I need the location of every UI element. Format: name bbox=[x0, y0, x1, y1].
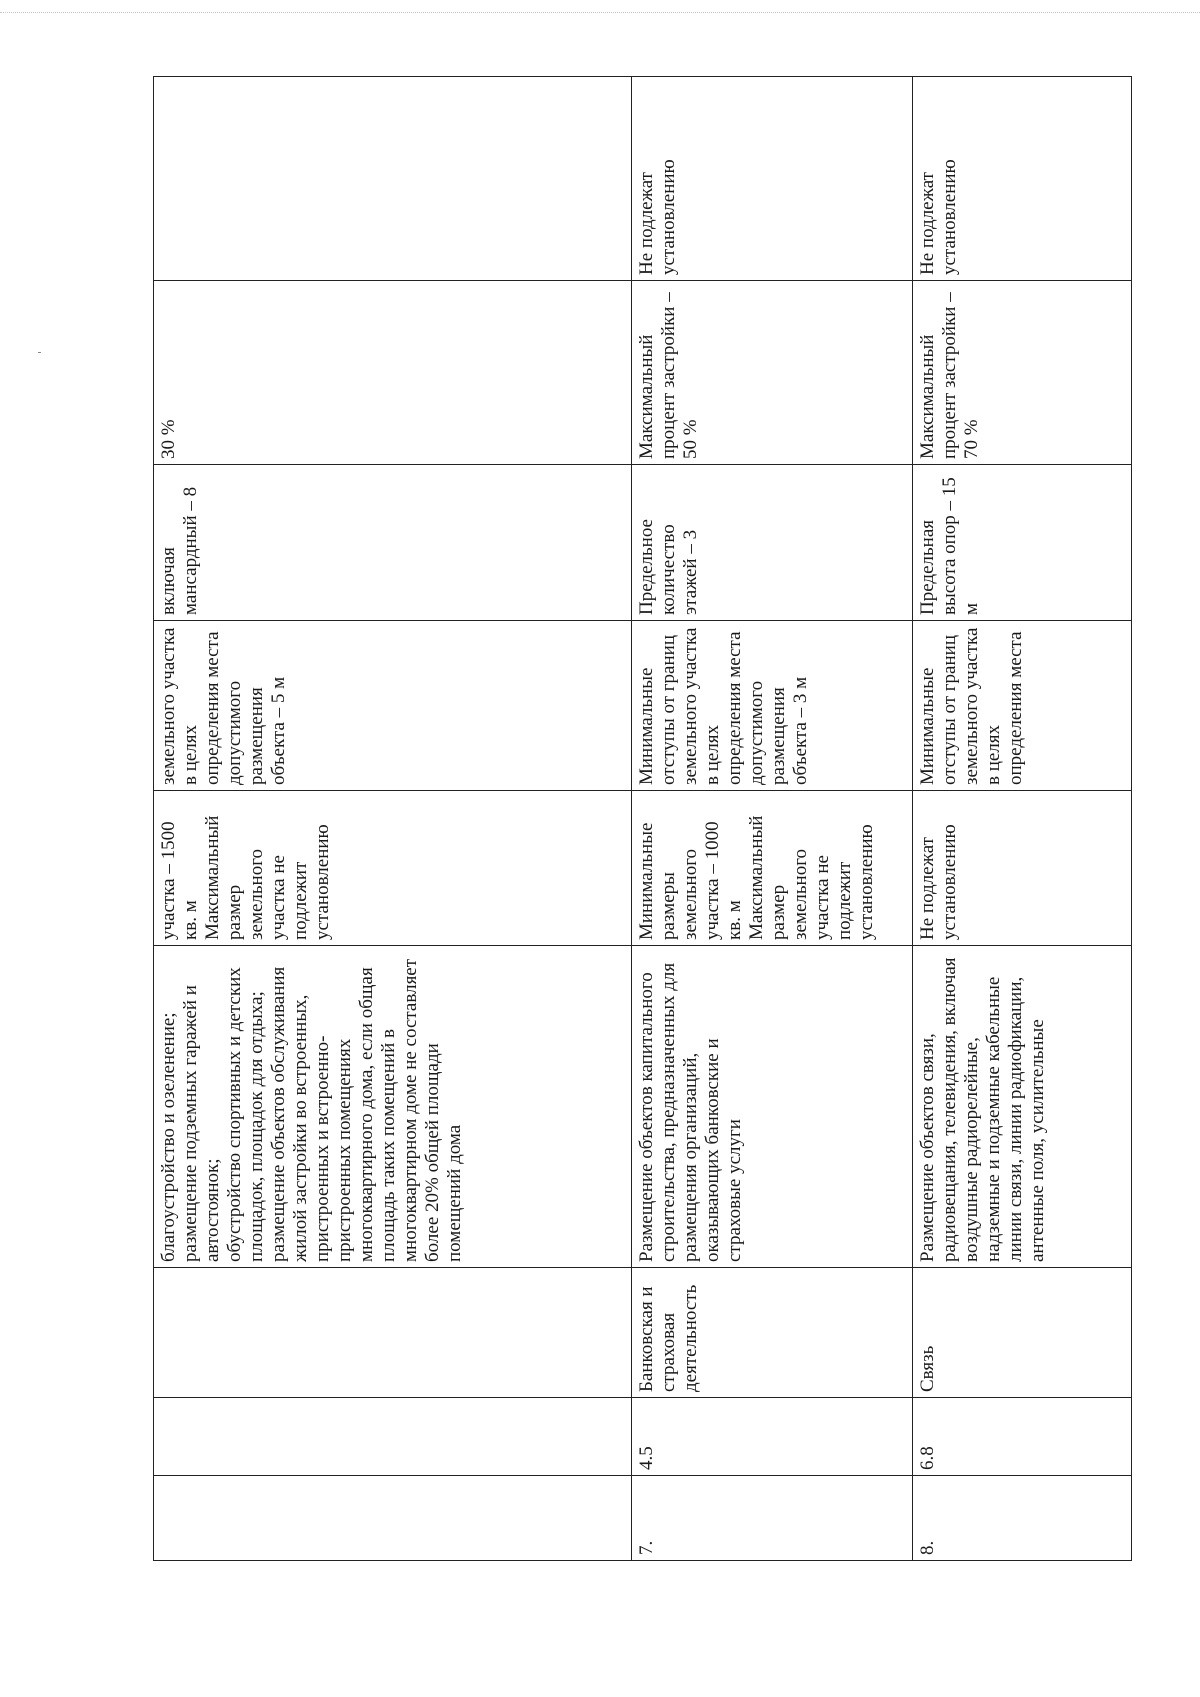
cell-other: Не подлежат установлению bbox=[913, 77, 1132, 281]
cell-floors: включая мансардный – 8 bbox=[154, 465, 632, 621]
cell-floors: Предельная высота опор – 15 м bbox=[913, 465, 1132, 621]
cell-number bbox=[154, 1476, 632, 1561]
scan-edge-line bbox=[0, 12, 1200, 13]
cell-code bbox=[154, 1398, 632, 1476]
cell-code: 4.5 bbox=[632, 1398, 913, 1476]
cell-use-name: Связь bbox=[913, 1268, 1132, 1398]
cell-number: 8. bbox=[913, 1476, 1132, 1561]
cell-use-name: Банковская и страховая деятельность bbox=[632, 1268, 913, 1398]
cell-coverage: 30 % bbox=[154, 281, 632, 465]
cell-other: Не подлежат установлению bbox=[632, 77, 913, 281]
cell-plot-size: Минимальные размеры земельного участка – 1000 кв. м Максимальный размер земельного участка не подлежит установлению bbox=[632, 791, 913, 946]
zoning-regulations-table bbox=[153, 76, 1132, 1561]
cell-floors: Предельное количество этажей – 3 bbox=[632, 465, 913, 621]
cell-use-name bbox=[154, 1268, 632, 1398]
table-row-continuation bbox=[154, 77, 632, 1561]
cell-setback: Минимальные отступы от границ земельного участка в целях определения места bbox=[913, 621, 1132, 791]
cell-plot-size: участка – 1500 кв. м Максимальный размер земельного участка не подлежит установлению bbox=[154, 791, 632, 946]
cell-code: 6.8 bbox=[913, 1398, 1132, 1476]
cell-other bbox=[154, 77, 632, 281]
scan-speck bbox=[38, 352, 41, 353]
cell-coverage: Максимальный процент застройки – 50 % bbox=[632, 281, 913, 465]
cell-description: благоустройство и озеленение; размещение подземных гаражей и автостоянок; обустройство спортивных и детских площадок, площадок для отдыха; размещение объектов обслуживания жилой застройки во встроенных, пристроенных и встроенно-пристроенных помещениях многоквартирного дома, если общая площадь таких помещений в многоквартирном доме не составляет более 20% общей площади помещений дома bbox=[154, 946, 632, 1268]
cell-setback: Минимальные отступы от границ земельного участка в целях определения места допустимого размещения объекта – 3 м bbox=[632, 621, 913, 791]
cell-plot-size: Не подлежат установлению bbox=[913, 791, 1132, 946]
table-row-7 bbox=[632, 77, 913, 1561]
cell-description: Размещение объектов капитального строительства, предназначенных для размещения организаций, оказывающих банковские и страховые услуги bbox=[632, 946, 913, 1268]
table-row-8 bbox=[913, 77, 1132, 1561]
cell-description: Размещение объектов связи, радиовещания, телевидения, включая воздушные радиорелейные, надземные и подземные кабельные линии связи, линии радиофикации, антенные поля, усилительные bbox=[913, 946, 1132, 1268]
cell-setback: земельного участка в целях определения места допустимого размещения объекта – 5 м bbox=[154, 621, 632, 791]
rotated-page bbox=[153, 77, 1131, 1561]
cell-coverage: Максимальный процент застройки – 70 % bbox=[913, 281, 1132, 465]
cell-number: 7. bbox=[632, 1476, 913, 1561]
